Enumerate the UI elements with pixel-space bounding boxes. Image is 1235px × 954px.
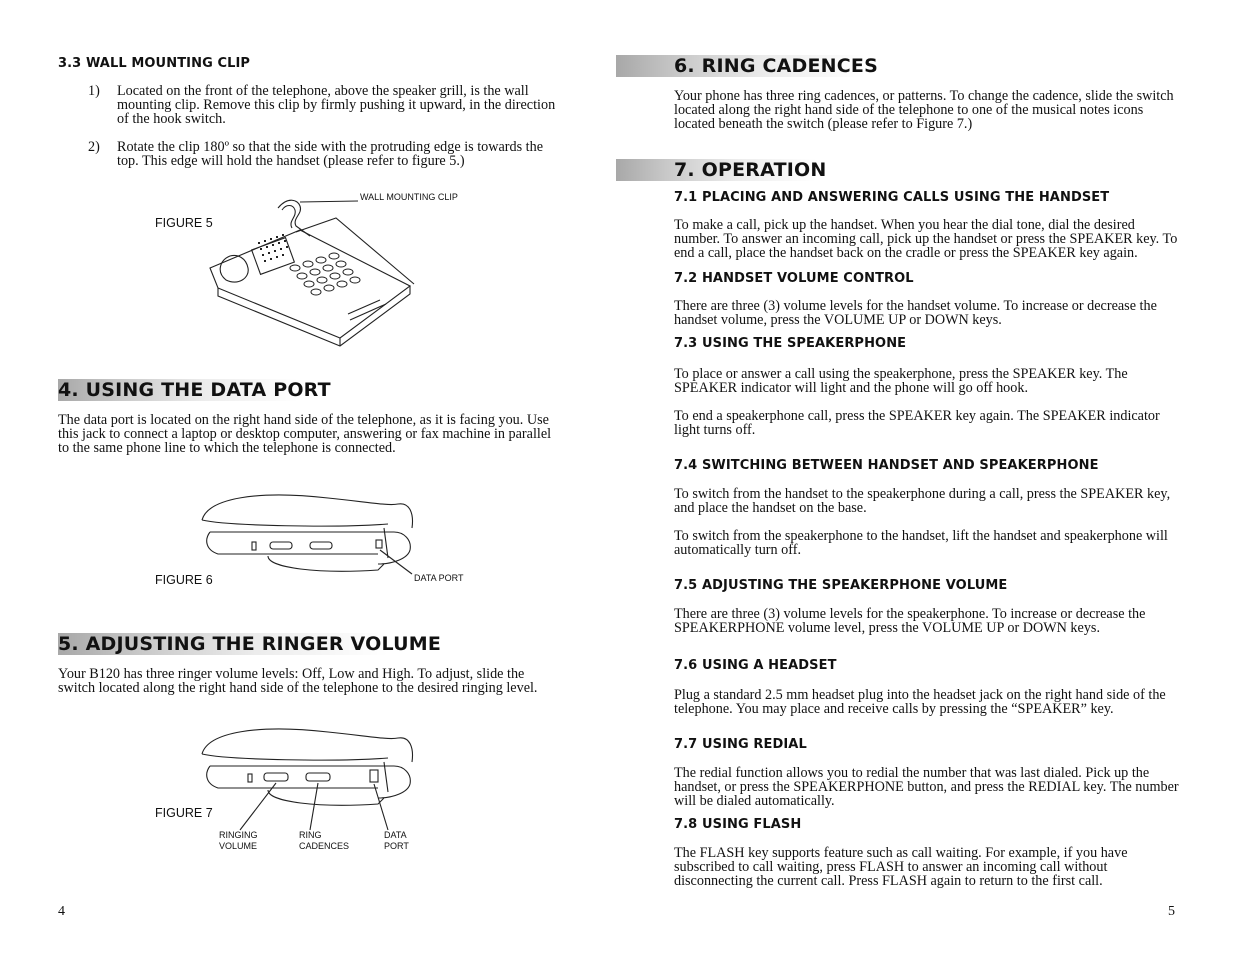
section-6-text: Your phone has three ring cadences, or patterns. To change the cadence, slide the switch located along the right hand side of the telephone to one of the musical notes icons located beneath the switch (please refer to Figure 7.) — [674, 88, 1174, 132]
section-7-5-heading: 7.5 ADJUSTING THE SPEAKERPHONE VOLUME — [674, 578, 1008, 593]
section-7-7-heading: 7.7 USING REDIAL — [674, 737, 807, 752]
section-7-2-text: There are three (3) volume levels for the handset volume. To increase or decrease the handset volume, press the VOLUME UP or DOWN keys. — [674, 298, 1157, 328]
data-port-callout-fig7 — [384, 830, 409, 851]
section-7-6-heading: 7.6 USING A HEADSET — [674, 658, 837, 673]
section-7-4-text: To switch from the speakerphone to the handset, lift the handset and speakerphone will automatically turn off. — [674, 528, 1168, 558]
data-port-callout: DATA PORT — [414, 573, 464, 583]
callout-line: CADENCES — [299, 840, 350, 851]
figure-7-illustration — [198, 718, 428, 828]
figure-6-label: FIGURE 6 — [155, 573, 213, 587]
section-7-3-text: To place or answer a call using the speakerphone, press the SPEAKER key. The SPEAKER indicator will light and the phone will go off hook. — [674, 366, 1128, 396]
section-4-text: The data port is located on the right hand side of the telephone, as it is facing you. Use this jack to connect a laptop or desktop computer, answering or fax machine in parallel to the same phone line to which the telephone is connected. — [58, 412, 552, 456]
section-7-4-heading: 7.4 SWITCHING BETWEEN HANDSET AND SPEAKERPHONE — [674, 458, 1099, 473]
section-7-5-text: There are three (3) volume levels for the speakerphone. To increase or decrease the SPEAKERPHONE volume level, press the VOLUME UP or DOWN keys. — [674, 606, 1146, 636]
page-number-left: 4 — [58, 904, 65, 919]
callout-line: PORT — [384, 840, 409, 851]
callout-line: DATA — [384, 830, 407, 840]
figure-7-label: FIGURE 7 — [155, 806, 213, 820]
section-3-3-heading: 3.3 WALL MOUNTING CLIP — [58, 56, 251, 71]
list-item-number: 1) — [88, 83, 100, 99]
section-7-1-heading: 7.1 PLACING AND ANSWERING CALLS USING THE HANDSET — [674, 190, 1110, 205]
section-7-4-text: To switch from the handset to the speakerphone during a call, press the SPEAKER key, and place the handset on the base. — [674, 486, 1171, 516]
figure-5-illustration — [200, 188, 460, 348]
page-number-right: 5 — [1168, 904, 1175, 919]
section-7-3-heading: 7.3 USING THE SPEAKERPHONE — [674, 336, 907, 351]
section-7-1-text: To make a call, pick up the handset. When you hear the dial tone, dial the desired number. To answer an incoming call, pick up the handset or press the SPEAKER key. To end a call, place the handset back on the cradle or press the SPEAKER key again. — [674, 217, 1178, 261]
figure-6-illustration — [198, 484, 428, 574]
wall-mounting-clip-callout: WALL MOUNTING CLIP — [360, 192, 458, 202]
section-5-title: 5. ADJUSTING THE RINGER VOLUME — [58, 633, 441, 655]
section-7-3-text: To end a speakerphone call, press the SPEAKER key again. The SPEAKER indicator light turns off. — [674, 408, 1160, 438]
callout-line: VOLUME — [219, 840, 258, 851]
section-7-2-heading: 7.2 HANDSET VOLUME CONTROL — [674, 271, 914, 286]
section-4-title: 4. USING THE DATA PORT — [58, 379, 331, 401]
list-item-text: Located on the front of the telephone, above the speaker grill, is the wall mounting clip. Remove this clip by firmly pushing it upward, in the direction of the hook switch. — [117, 83, 556, 127]
section-7-7-text: The redial function allows you to redial the number that was last dialed. Pick up the handset, or press the SPEAKERPHONE button, and press the REDIAL key. The number will be dialed automatically. — [674, 765, 1179, 809]
section-6-title: 6. RING CADENCES — [674, 55, 878, 77]
list-item-number: 2) — [88, 139, 100, 155]
section-7-8-text: The FLASH key supports feature such as call waiting. For example, if you have subscribed to call waiting, press FLASH to answer an incoming call without disconnecting the current call. Press FLASH again to return to the first call. — [674, 845, 1128, 889]
section-7-8-heading: 7.8 USING FLASH — [674, 817, 802, 832]
callout-line: RING — [299, 830, 322, 840]
section-7-6-text: Plug a standard 2.5 mm headset plug into the headset jack on the right hand side of the telephone. You may place and receive calls by pressing the “SPEAKER” key. — [674, 687, 1166, 717]
section-5-text: Your B120 has three ringer volume levels: Off, Low and High. To adjust, slide the switch located along the right hand side of the telephone to the desired ringing level. — [58, 666, 538, 696]
callout-line: RINGING — [219, 830, 258, 840]
ringing-volume-callout — [219, 830, 258, 851]
list-item-text: Rotate the clip 180º so that the side with the protruding edge is towards the top. This edge will hold the handset (please refer to figure 5.) — [117, 139, 543, 169]
section-7-title: 7. OPERATION — [674, 159, 827, 181]
ring-cadences-callout — [299, 830, 349, 851]
figure-5-label: FIGURE 5 — [155, 216, 213, 230]
